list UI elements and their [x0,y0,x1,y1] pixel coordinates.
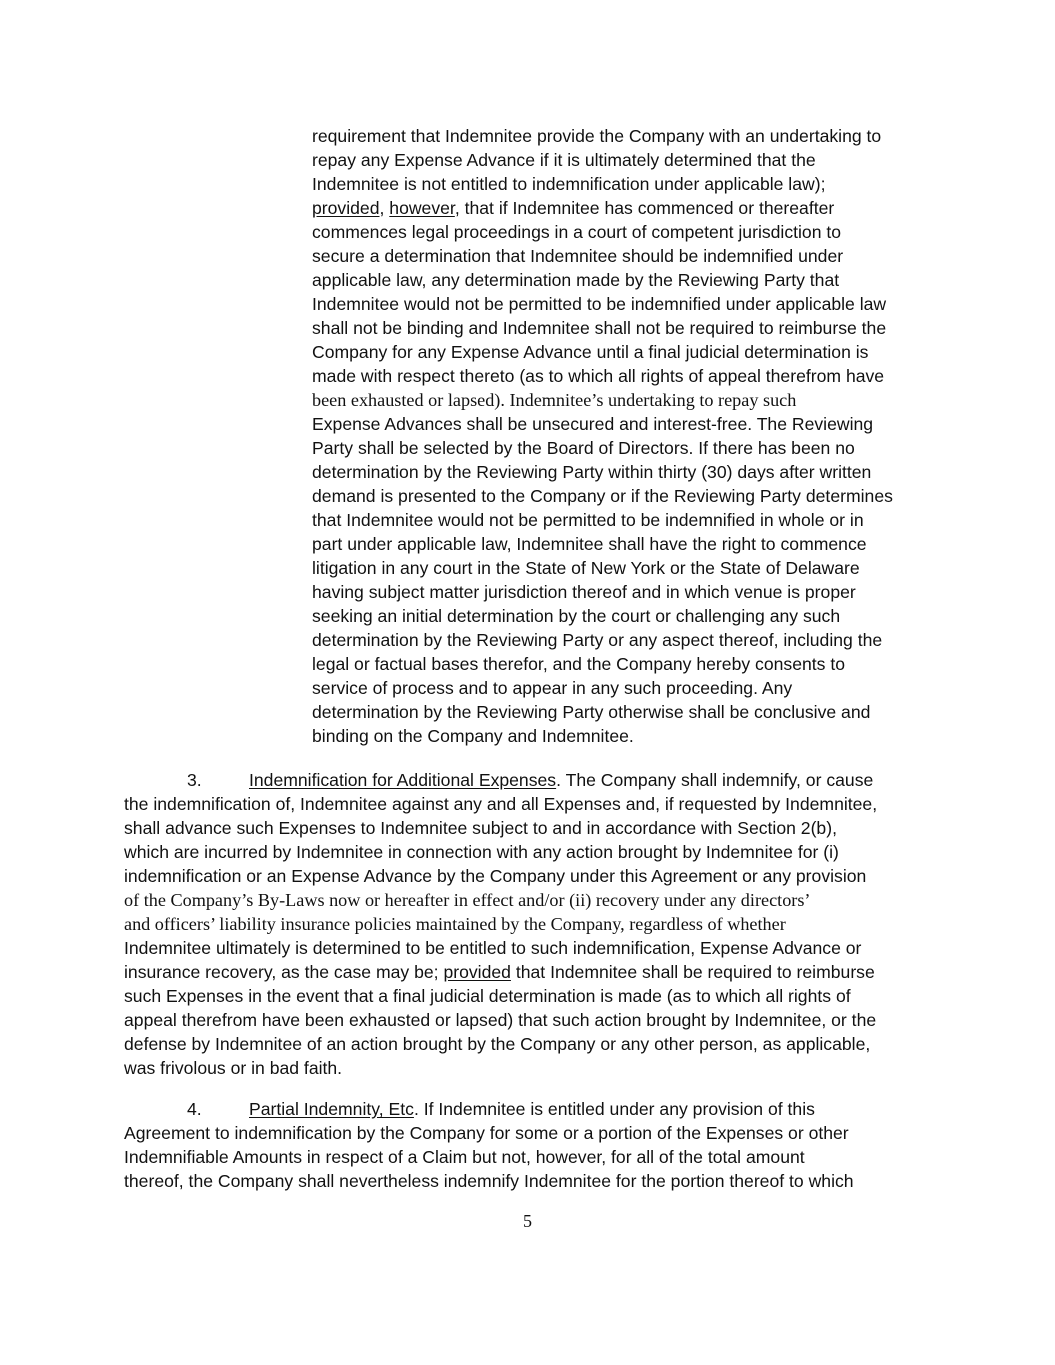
text-line: part under applicable law, Indemnitee shall have the right to commence [312,534,867,554]
text-line: Indemnitee is not entitled to indemnification under applicable law); [312,174,826,194]
text-line: legal or factual bases therefor, and the Company hereby consents to [312,654,846,674]
text-fragment: . If Indemnitee is entitled under any provision of this [413,1099,815,1119]
text-line: commences legal proceedings in a court of competent jurisdiction to [312,222,842,242]
text-line: Company for any Expense Advance until a final judicial determination is [312,342,869,362]
text-line: which are incurred by Indemnitee in connection with any action brought by Indemnitee for (i) [124,842,839,862]
text-line: appeal therefrom have been exhausted or lapsed) that such action brought by Indemnitee, or the [124,1010,877,1030]
text-fragment: . The Company shall indemnify, or cause [556,770,874,790]
text-line: binding on the Company and Indemnitee. [312,726,634,746]
text-line: determination by the Reviewing Party otherwise shall be conclusive and [312,702,871,722]
text-line: the indemnification of, Indemnitee against any and all Expenses and, if requested by Indemnitee, [124,794,878,814]
text-line: and officers’ liability insurance policies maintained by the Company, regardless of whether [124,914,786,934]
text-line: made with respect thereto (as to which all rights of appeal therefrom have [312,366,885,386]
text-line: demand is presented to the Company or if the Reviewing Party determines [312,486,893,506]
text-line: service of process and to appear in any such proceeding. Any [312,678,793,698]
text-line: that Indemnitee would not be permitted to be indemnified in whole or in [312,510,864,530]
text-line: Expense Advances shall be unsecured and interest-free. The Reviewing [312,414,874,434]
text-line: seeking an initial determination by the court or challenging any such [312,606,841,626]
text-line: of the Company’s By-Laws now or hereafter in effect and/or (ii) recovery under any directors’ [124,890,811,910]
page-number: 5 [523,1211,532,1231]
text-line: Agreement to indemnification by the Company for some or a portion of the Expenses or other [124,1123,849,1143]
text-line: determination by the Reviewing Party within thirty (30) days after written [312,462,872,482]
text-line: shall not be binding and Indemnitee shall not be required to reimburse the [312,318,887,338]
text-line: Indemnitee would not be permitted to be indemnified under applicable law [312,294,887,314]
text-line: determination by the Reviewing Party or any aspect thereof, including the [312,630,883,650]
text-line: secure a determination that Indemnitee should be indemnified under [312,246,844,266]
text-fragment: , that if Indemnitee has commenced or thereafter [454,198,835,218]
provided-term: provided [443,962,511,982]
section-heading: Indemnification for Additional Expenses [249,770,557,790]
text-line: applicable law, any determination made by the Reviewing Party that [312,270,840,290]
text-line: Party shall be selected by the Board of Directors. If there has been no [312,438,855,458]
text-line: such Expenses in the event that a final judicial determination is made (as to which all rights of [124,986,851,1006]
text-line [312,196,834,220]
section-first-line [249,1097,815,1121]
text-line: requirement that Indemnitee provide the Company with an undertaking to [312,126,882,146]
text-line: Indemnifiable Amounts in respect of a Claim but not, however, for all of the total amount [124,1147,805,1167]
text-line: repay any Expense Advance if it is ultimately determined that the [312,150,816,170]
text-fragment: insurance recovery, as the case may be; [124,962,444,982]
text-line: indemnification or an Expense Advance by the Company under this Agreement or any provision [124,866,867,886]
text-line: litigation in any court in the State of New York or the State of Delaware [312,558,860,578]
text-line: shall advance such Expenses to Indemnitee subject to and in accordance with Section 2(b), [124,818,837,838]
however-term: however [389,198,455,218]
text-line: been exhausted or lapsed). Indemnitee’s undertaking to repay such [312,390,797,410]
text-line: Indemnitee ultimately is determined to be entitled to such indemnification, Expense Advance or [124,938,862,958]
section-heading: Partial Indemnity, Etc [249,1099,414,1119]
section-number: 3. [187,770,202,790]
section-number: 4. [187,1099,202,1119]
text-line: defense by Indemnitee of an action brought by the Company or any other person, as applicable, [124,1034,871,1054]
text-fragment: , [379,198,390,218]
text-line: thereof, the Company shall nevertheless indemnify Indemnitee for the portion thereof to which [124,1171,854,1191]
provided-term: provided [312,198,380,218]
text-fragment: that Indemnitee shall be required to reimburse [510,962,875,982]
section-first-line [249,768,873,792]
text-line [124,960,875,984]
text-line: having subject matter jurisdiction thereof and in which venue is proper [312,582,856,602]
text-line: was frivolous or in bad faith. [124,1058,343,1078]
